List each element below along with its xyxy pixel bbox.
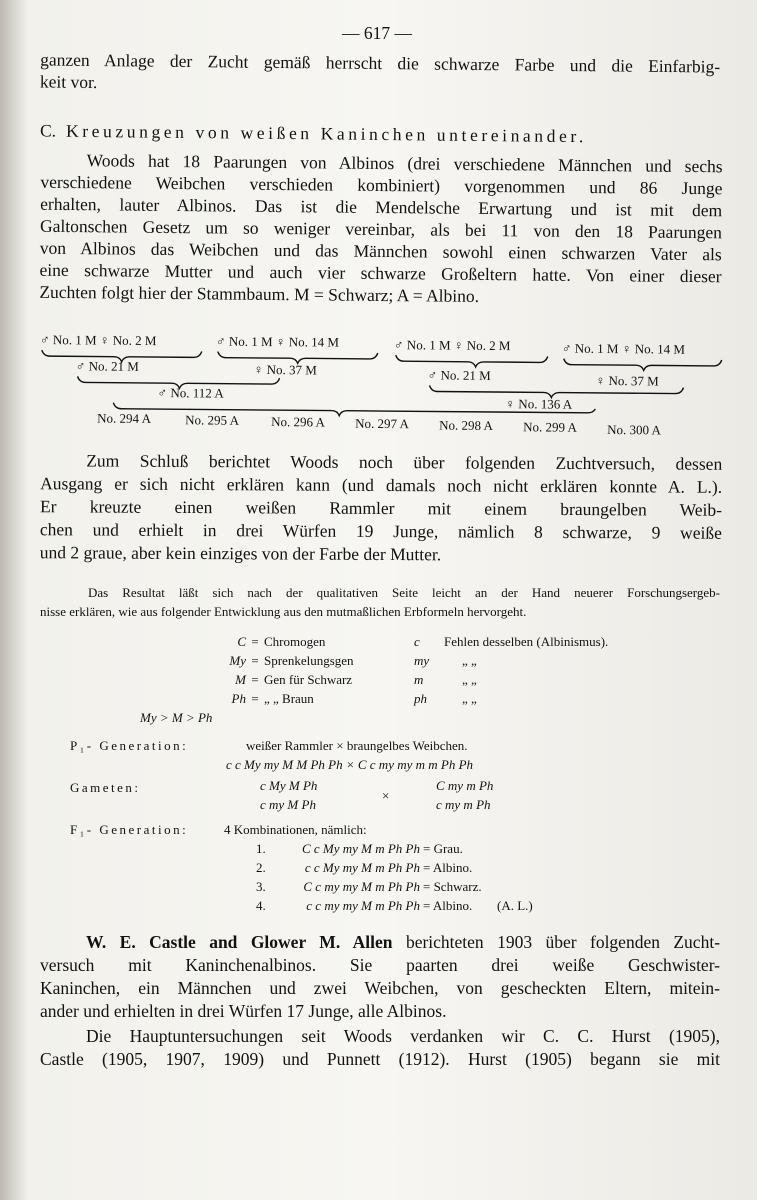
tree-offspring: No. 298 A <box>439 417 494 433</box>
gamete-right: C my m Ph <box>436 778 494 793</box>
text-line: Woods hat 18 Paarungen von Albinos (drei verschiedene Männchen und sechs <box>86 150 723 177</box>
text-line: Zuchten folgt hier der Stammbaum. M = Schwarz; A = Albino. <box>39 281 480 306</box>
text-line: und 2 graue, aber kein einziges von der Farbe der Mutter. <box>39 542 442 565</box>
signature: (A. L.) <box>497 898 533 913</box>
gene-row <box>210 670 660 689</box>
gene-recessive-symbol: my <box>414 653 430 668</box>
text-line: ander und erhielten in drei Würfen 17 Junge, alle Albinos. <box>40 1001 447 1021</box>
paragraph-final <box>40 1025 720 1071</box>
text-line: Die Hauptuntersuchungen seit Woods verdanken wir C. C. Hurst (1905), <box>86 1026 720 1046</box>
tree-node: ♂ No. 21 M <box>427 367 491 383</box>
f1-generation <box>70 820 690 915</box>
text-line: eine schwarze Mutter und auch vier schwarze Großeltern hatte. Von einer dieser <box>39 259 722 287</box>
gene-symbol: My <box>229 653 246 668</box>
tree-offspring: No. 297 A <box>355 415 410 432</box>
gene-description: Chromogen <box>264 634 326 649</box>
tree-offspring: No. 300 A <box>607 421 661 438</box>
note-paragraph <box>40 583 720 621</box>
tree-offspring: No. 296 A <box>271 414 326 430</box>
castle-text: berichteten 1903 über folgenden Zucht- <box>405 932 721 952</box>
gene-description: „ „ Braun <box>264 691 314 706</box>
f1-item-number: 3. <box>256 879 266 894</box>
tree-pair: ♂ No. 1 M ♀ No. 14 M <box>561 340 686 357</box>
text-line: Er kreuzte einen weißen Rammler mit einem braungelben Weib- <box>39 496 723 520</box>
gameten-block <box>70 776 690 816</box>
text-line: Galtonschen Gesetz um so weniger vereinbar, als bei 11 von den 18 Paarungen <box>39 215 723 243</box>
tree-brace <box>564 359 722 371</box>
text-line: Das Resultat läßt sich nach der qualitativen Seite leicht an der Hand neuerer Forschungsergeb- <box>88 585 720 600</box>
f1-text: 4 Kombinationen, nämlich: <box>224 822 367 837</box>
equals-sign: = <box>251 672 259 687</box>
section-letter: C. <box>39 120 57 141</box>
gene-symbol: Ph <box>231 691 246 706</box>
dominance-order: My > M > Ph <box>140 710 213 725</box>
text-line: verschiedene Weibchen verschieden kombiniert) vorgenommen und 86 Junge <box>40 171 723 199</box>
text-line: erhalten, lauter Albinos. Das ist die Mendelsche Erwartung und ist mit dem <box>40 193 723 221</box>
f1-item-formula: C c My my M m Ph Ph <box>301 841 420 856</box>
gene-recessive-description: „ „ <box>462 691 477 706</box>
gene-recessive-description: Fehlen desselben (Albinismus). <box>444 634 609 649</box>
gene-row <box>210 651 660 670</box>
p1-generation <box>70 736 690 774</box>
text-line: Kaninchen, ein Männchen und zwei Weibchen, von gescheckten Eltern, mitein- <box>40 978 720 998</box>
text-line: Ausgang er sich nicht erklären kann (und damals noch nicht erklären konnte A. L.). <box>40 473 723 497</box>
text-line: Zum Schluß berichtet Woods noch über folgenden Zuchtversuch, dessen <box>86 450 723 474</box>
tree-pair: ♂ No. 1 M ♀ No. 2 M <box>393 337 511 354</box>
gene-recessive-description: „ „ <box>462 653 477 668</box>
gene-recessive-description: „ „ <box>462 672 477 687</box>
f1-item-result: = Grau. <box>423 841 463 856</box>
f1-item-formula: c c My my M m Ph Ph <box>304 860 420 875</box>
equals-sign: = <box>251 691 259 706</box>
tree-node: ♂ No. 21 M <box>75 358 139 374</box>
tree-offspring: No. 295 A <box>185 412 240 428</box>
text-line <box>40 931 720 954</box>
f1-item-result: = Schwarz. <box>423 879 482 894</box>
f1-item <box>70 839 690 858</box>
p1-formula: c c My my M M Ph Ph × C c my my m m Ph Ph <box>226 757 474 772</box>
section-heading <box>40 119 722 148</box>
gamete-left: c My M Ph <box>260 778 318 793</box>
f1-item <box>70 858 690 877</box>
f1-item-result: = Albino. <box>423 860 473 875</box>
castle-authors: W. E. Castle and Glower M. Allen <box>86 932 393 952</box>
gene-recessive-symbol: m <box>414 672 424 687</box>
tree-pair: ♂ No. 1 M ♀ No. 14 M <box>215 333 340 350</box>
paragraph-woods <box>39 149 722 310</box>
gene-table <box>210 632 660 708</box>
text-line: von Albinos das Weibchen und das Männchen sowohl einen schwarzen Vater als <box>39 237 722 265</box>
paragraph-castle <box>40 931 720 1023</box>
gameten-label: Gameten: <box>70 780 141 795</box>
tree-node: ♀ No. 136 A <box>505 396 573 412</box>
text-line: keit vor. <box>39 71 98 93</box>
gene-row <box>210 632 660 651</box>
text-line: ganzen Anlage der Zucht gemäß herrscht die schwarze Farbe und die Einfarbig- <box>40 49 721 77</box>
text-line: nisse erklären, wie aus folgender Entwicklung aus den mutmaßlichen Erbformeln hervorgeht. <box>40 604 527 619</box>
intro-paragraph <box>40 48 720 99</box>
pedigree-tree <box>36 326 736 438</box>
f1-item-number: 2. <box>256 860 266 875</box>
tree-node: ♂ No. 112 A <box>157 385 224 401</box>
paragraph-woods-cross <box>40 449 723 568</box>
text-line: chen und erhielt in drei Würfen 19 Junge, nämlich 8 schwarze, 9 weiße <box>39 519 722 543</box>
f1-item-formula: C c my my M m Ph Ph <box>303 879 420 894</box>
p1-text: weißer Rammler × braungelbes Weibchen. <box>246 738 468 753</box>
text-line: Castle (1905, 1907, 1909) und Punnett (1912). Hurst (1905) begann sie mit <box>40 1049 720 1069</box>
equals-sign: = <box>251 653 259 668</box>
cross-symbol: × <box>382 788 390 803</box>
gene-recessive-symbol: c <box>414 634 420 649</box>
gene-row <box>210 689 660 708</box>
f1-label: F₁- Generation: <box>70 822 189 837</box>
page-number: — 617 — <box>342 23 412 43</box>
tree-node: ♀ No. 37 M <box>253 361 317 378</box>
f1-item <box>70 896 690 915</box>
f1-item-number: 4. <box>256 898 266 913</box>
tree-pair: ♂ No. 1 M ♀ No. 2 M <box>39 332 157 349</box>
gene-description: Sprenkelungsgen <box>264 653 354 668</box>
f1-item-formula: c c my my M m Ph Ph <box>306 898 420 913</box>
equals-sign: = <box>251 634 259 649</box>
gamete-left: c my M Ph <box>260 797 316 812</box>
gene-symbol: M <box>235 672 246 687</box>
text-line: versuch mit Kaninchenalbinos. Sie paarten drei weiße Geschwister- <box>40 955 720 975</box>
tree-offspring: No. 299 A <box>523 419 578 435</box>
section-title: Kreuzungen von weißen Kaninchen untereinander. <box>65 120 587 147</box>
f1-item-number: 1. <box>256 841 266 856</box>
p1-label: P₁- Generation: <box>70 738 189 753</box>
tree-node: ♀ No. 37 M <box>595 372 659 389</box>
tree-offspring: No. 294 A <box>97 410 152 427</box>
f1-item-result: = Albino. <box>423 898 473 913</box>
gene-description: Gen für Schwarz <box>264 672 353 687</box>
tree-brace <box>396 355 548 367</box>
gene-symbol: C <box>237 634 246 649</box>
gamete-right: c my m Ph <box>436 797 491 812</box>
f1-item <box>70 877 690 896</box>
gene-recessive-symbol: ph <box>414 691 427 706</box>
